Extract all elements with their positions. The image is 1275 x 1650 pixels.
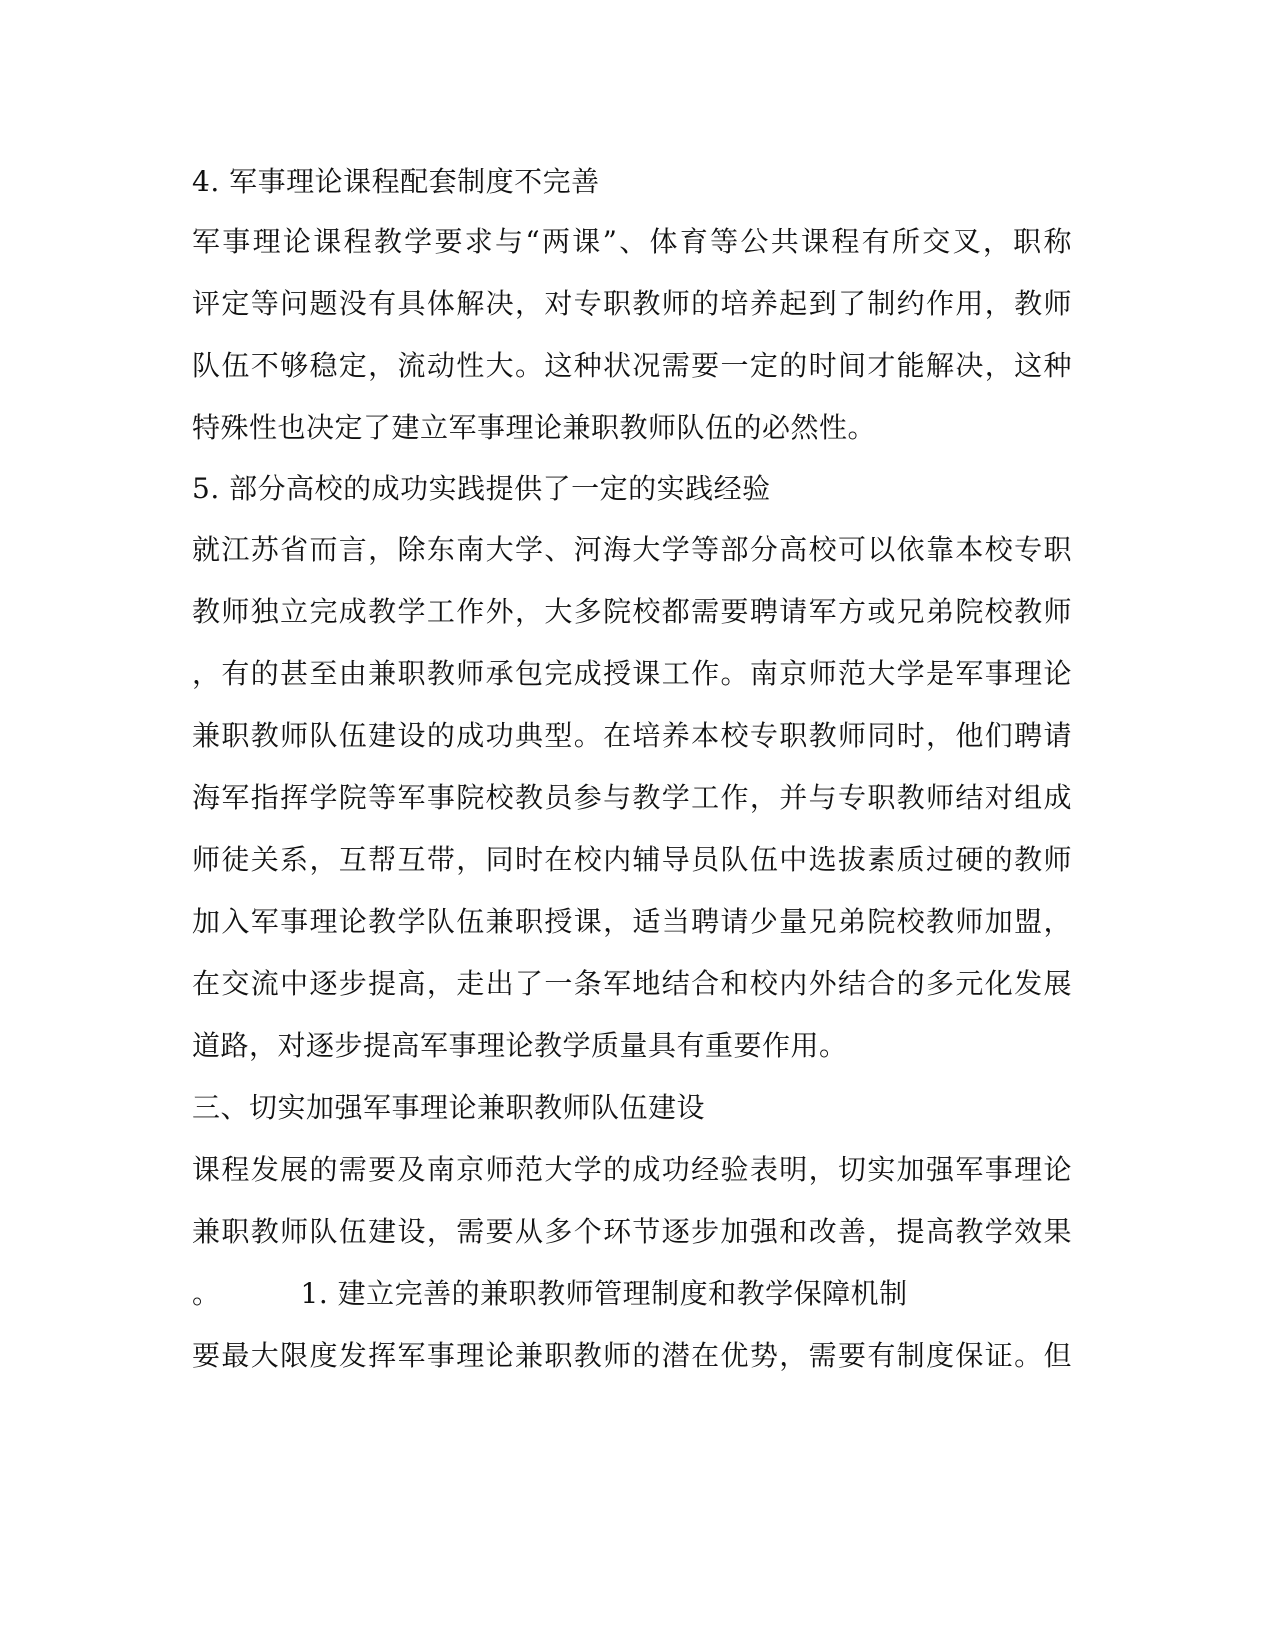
- paragraph-line: 队伍不够稳定，流动性大。这种状况需要一定的时间才能解决，这种: [192, 349, 1072, 382]
- paragraph-line: 加入军事理论教学队伍兼职授课，适当聘请少量兄弟院校教师加盟，: [192, 905, 1072, 938]
- paragraph-line: 教师独立完成教学工作外，大多院校都需要聘请军方或兄弟院校教师: [192, 595, 1072, 628]
- subheading-1: 1. 建立完善的兼职教师管理制度和教学保障机制: [300, 1277, 908, 1310]
- heading-5: 5. 部分高校的成功实践提供了一定的实践经验: [192, 472, 771, 505]
- paragraph-line: 评定等问题没有具体解决，对专职教师的培养起到了制约作用，教师: [192, 287, 1072, 320]
- paragraph-line: 就江苏省而言，除东南大学、河海大学等部分高校可以依靠本校专职: [192, 533, 1072, 566]
- paragraph-line: [192, 1274, 1072, 1314]
- paragraph-line: 海军指挥学院等军事院校教员参与教学工作，并与专职教师结对组成: [192, 781, 1072, 814]
- paragraph-line: 兼职教师队伍建设的成功典型。在培养本校专职教师同时，他们聘请: [192, 719, 1072, 752]
- paragraph-line: 课程发展的需要及南京师范大学的成功经验表明，切实加强军事理论: [192, 1153, 1072, 1186]
- heading-4: 4. 军事理论课程配套制度不完善: [192, 165, 600, 198]
- paragraph-line: 在交流中逐步提高，走出了一条军地结合和校内外结合的多元化发展: [192, 967, 1072, 1000]
- period-mark: 。: [192, 1277, 221, 1310]
- paragraph-line: 师徒关系，互帮互带，同时在校内辅导员队伍中选拔素质过硬的教师: [192, 843, 1072, 876]
- paragraph-line: 军事理论课程教学要求与“两课”、体育等公共课程有所交叉，职称: [192, 225, 1072, 258]
- paragraph-line: 道路，对逐步提高军事理论教学质量具有重要作用。: [192, 1029, 848, 1062]
- paragraph-line: 要最大限度发挥军事理论兼职教师的潜在优势，需要有制度保证。但: [192, 1339, 1072, 1372]
- paragraph-line: 兼职教师队伍建设，需要从多个环节逐步加强和改善，提高教学效果: [192, 1215, 1072, 1248]
- section-heading: 三、切实加强军事理论兼职教师队伍建设: [192, 1091, 706, 1124]
- paragraph-line: 特殊性也决定了建立军事理论兼职教师队伍的必然性。: [192, 411, 877, 444]
- paragraph-line: ，有的甚至由兼职教师承包完成授课工作。南京师范大学是军事理论: [192, 657, 1072, 690]
